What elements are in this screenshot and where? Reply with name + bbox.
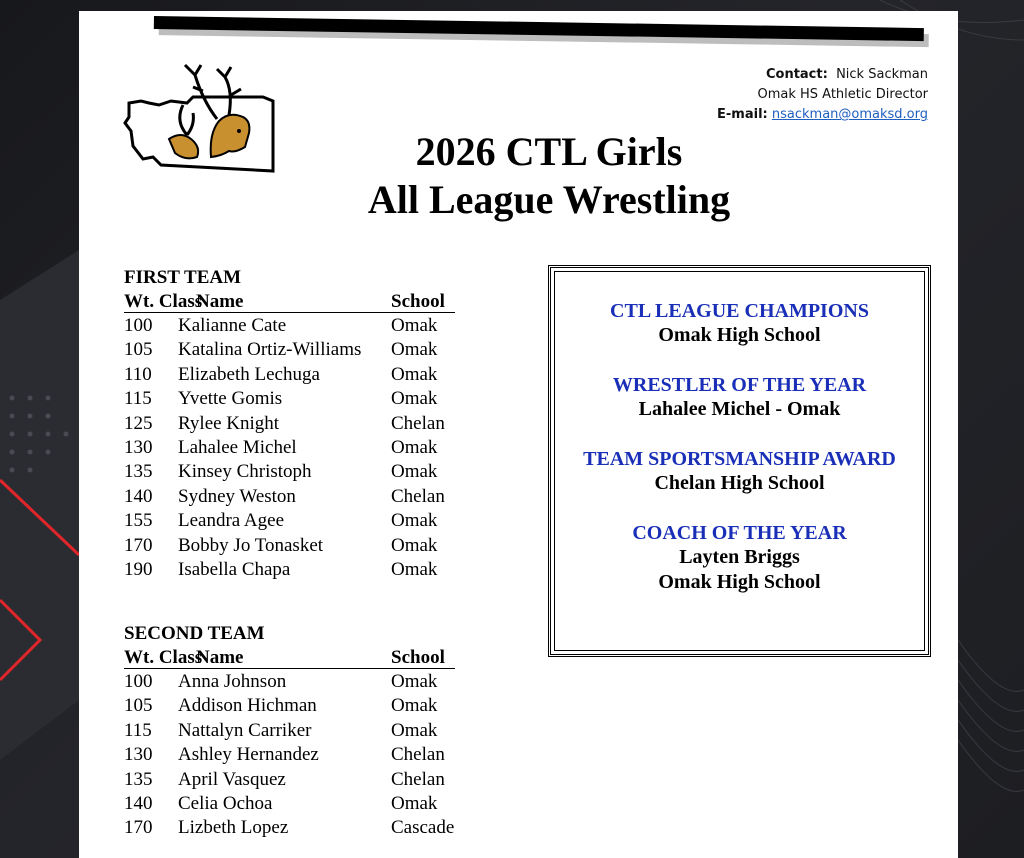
wrestler-name-cell: Lahalee Michel — [178, 436, 297, 458]
school-cell: Omak — [391, 792, 438, 814]
school-cell: Omak — [391, 558, 438, 580]
column-school: School — [391, 291, 445, 312]
table-row — [124, 792, 455, 816]
contact-label: Contact: — [765, 67, 828, 82]
school-cell: Chelan — [391, 485, 445, 507]
table-row — [124, 558, 455, 582]
column-school: School — [391, 647, 445, 668]
wrestler-name-cell: Kalianne Cate — [178, 315, 287, 336]
weight-class-cell: 140 — [124, 485, 153, 507]
first-team-section — [124, 266, 455, 582]
school-cell: Omak — [391, 534, 438, 556]
weight-class-cell: 140 — [124, 792, 153, 814]
wrestler-name-cell: Kinsey Christoph — [178, 461, 312, 483]
award-title: TEAM SPORTSMANSHIP AWARD — [583, 448, 896, 470]
weight-class-cell: 100 — [124, 315, 153, 336]
table-row — [124, 460, 455, 484]
table-row — [124, 719, 455, 743]
table-row — [124, 338, 455, 362]
weight-class-cell: 110 — [124, 363, 152, 385]
award-title: COACH OF THE YEAR — [632, 522, 847, 544]
column-name: Name — [196, 291, 244, 312]
school-cell: Omak — [391, 388, 438, 410]
table-row — [124, 670, 455, 694]
weight-class-cell: 115 — [124, 388, 152, 410]
top-black-rule — [154, 16, 924, 41]
award-recipient: Chelan High School — [654, 472, 825, 494]
school-cell: Cascade — [391, 817, 455, 839]
weight-class-cell: 125 — [124, 412, 153, 434]
contact-role: Omak HS Athletic Director — [757, 87, 928, 102]
award-recipient: Omak High School — [658, 324, 821, 346]
weight-class-cell: 170 — [124, 817, 153, 839]
school-cell: Omak — [391, 671, 438, 692]
contact-block — [717, 65, 928, 125]
second-team-column-headers — [124, 646, 455, 670]
email-link[interactable]: nsackman@omaksd.org — [771, 107, 928, 122]
wrestler-name-cell: Yvette Gomis — [178, 388, 283, 410]
column-wt-class: Wt. Class — [124, 647, 203, 668]
wrestler-name-cell: Bobby Jo Tonasket — [178, 534, 324, 556]
title-line-1: 2026 CTL Girls — [415, 129, 683, 174]
wrestler-name-cell: Elizabeth Lechuga — [178, 363, 320, 385]
wrestler-name-cell: Ashley Hernandez — [178, 744, 319, 766]
weight-class-cell: 100 — [124, 671, 153, 692]
weight-class-cell: 190 — [124, 558, 153, 580]
table-row — [124, 743, 455, 767]
award-recipient: Omak High School — [658, 571, 821, 593]
table-row — [124, 412, 455, 436]
award-title: CTL LEAGUE CHAMPIONS — [610, 300, 869, 322]
table-row — [124, 436, 455, 460]
first-team-heading: FIRST TEAM — [124, 267, 242, 288]
first-team-column-headers — [124, 290, 455, 314]
weight-class-cell: 105 — [124, 695, 153, 717]
school-cell: Omak — [391, 339, 438, 361]
table-row — [124, 768, 455, 792]
column-name: Name — [196, 647, 244, 668]
contact-email-line — [717, 105, 928, 125]
table-row — [124, 387, 455, 411]
award-item — [551, 447, 928, 496]
school-cell: Chelan — [391, 412, 445, 434]
second-team-heading: SECOND TEAM — [124, 623, 265, 644]
award-item — [551, 521, 928, 595]
weight-class-cell: 115 — [124, 719, 152, 741]
school-cell: Chelan — [391, 744, 445, 766]
weight-class-cell: 135 — [124, 461, 153, 483]
awards-box — [548, 265, 931, 657]
award-item — [551, 299, 928, 348]
table-row — [124, 485, 455, 509]
wrestler-name-cell: Sydney Weston — [178, 485, 296, 507]
wrestler-name-cell: Rylee Knight — [178, 412, 280, 434]
weight-class-cell: 130 — [124, 436, 153, 458]
second-team-list — [124, 670, 455, 841]
award-item — [551, 373, 928, 422]
wrestler-name-cell: Isabella Chapa — [178, 558, 291, 580]
contact-name: Nick Sackman — [836, 67, 928, 82]
weight-class-cell: 130 — [124, 744, 153, 766]
table-row — [124, 314, 455, 338]
header-underline — [124, 668, 455, 669]
wrestler-name-cell: Leandra Agee — [178, 510, 285, 532]
wrestler-name-cell: Katalina Ortiz-Williams — [178, 339, 362, 361]
table-row — [124, 816, 455, 840]
weight-class-cell: 135 — [124, 768, 153, 790]
wrestler-name-cell: April Vasquez — [178, 768, 286, 790]
weight-class-cell: 170 — [124, 534, 153, 556]
wrestler-name-cell: Nattalyn Carriker — [178, 719, 312, 741]
school-cell: Omak — [391, 315, 438, 336]
award-recipient: Lahalee Michel - Omak — [638, 398, 841, 420]
washington-state-elk-logo-icon — [121, 61, 276, 186]
table-row — [124, 363, 455, 387]
bg-shape — [0, 250, 79, 760]
second-team-section — [124, 622, 455, 841]
table-row — [124, 534, 455, 558]
title-line-2: All League Wrestling — [367, 177, 731, 222]
school-cell: Omak — [391, 363, 438, 385]
school-cell: Omak — [391, 695, 438, 717]
school-cell: Omak — [391, 719, 438, 741]
wrestler-name-cell: Celia Ochoa — [178, 792, 273, 814]
wrestler-name-cell: Lizbeth Lopez — [178, 817, 289, 839]
wrestler-name-cell: Addison Hichman — [178, 695, 317, 717]
school-cell: Omak — [391, 436, 438, 458]
header-underline — [124, 312, 455, 313]
school-cell: Omak — [391, 461, 438, 483]
table-row — [124, 694, 455, 718]
wrestler-name-cell: Anna Johnson — [178, 671, 287, 692]
column-wt-class: Wt. Class — [124, 291, 203, 312]
page-title — [299, 128, 799, 224]
first-team-list — [124, 314, 455, 582]
school-cell: Chelan — [391, 768, 445, 790]
award-title: WRESTLER OF THE YEAR — [612, 374, 867, 396]
school-cell: Omak — [391, 510, 438, 532]
weight-class-cell: 155 — [124, 510, 153, 532]
contact-name-line — [717, 65, 928, 85]
awards-list — [551, 299, 928, 620]
award-recipient: Layten Briggs — [679, 546, 800, 568]
weight-class-cell: 105 — [124, 339, 153, 361]
email-label: E-mail: — [717, 107, 768, 122]
table-row — [124, 509, 455, 533]
document-page — [79, 11, 958, 858]
